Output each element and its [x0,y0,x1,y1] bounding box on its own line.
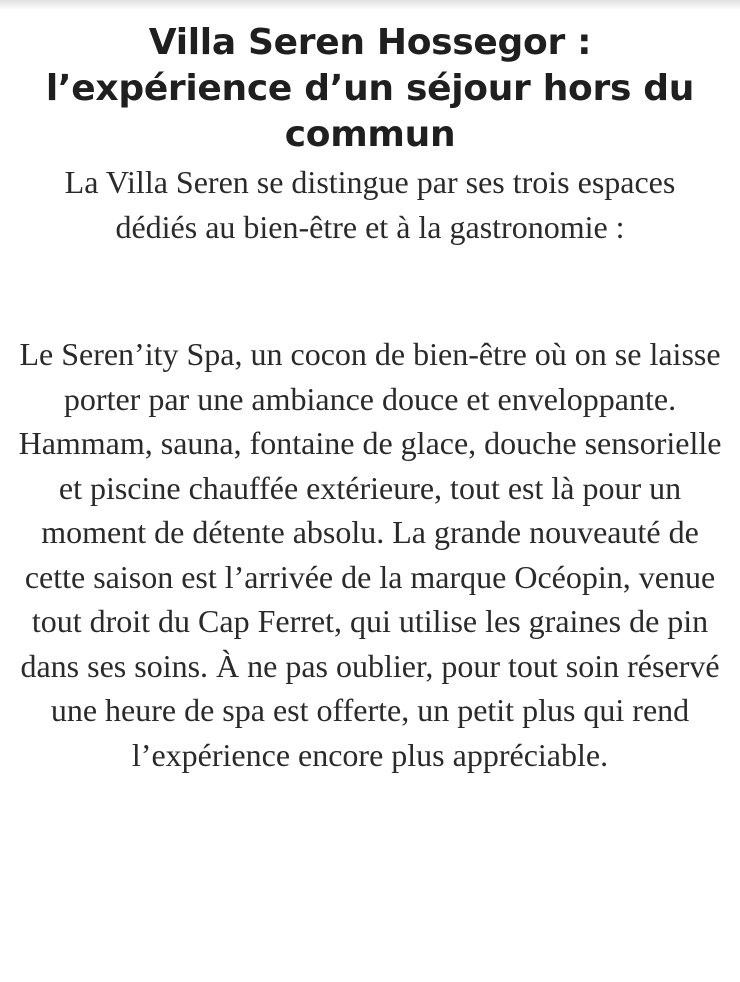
article-intro: La Villa Seren se distingue par ses trois espaces dédiés au bien-être et à la gastronomie : [64,164,676,245]
spa-name: Le Seren’ity Spa [19,336,235,372]
spa-paragraph [12,332,728,777]
spa-description: , un cocon de bien-être où on se laisse porter par une ambiance douce et enveloppante. Hammam, sauna, fontaine de glace, douche sensorielle et piscine chauffée extérieure, tout est là pour un moment de détente absolu. La grande nouveauté de cette saison est l’arrivée de la marque Océopin, venue tout droit du Cap Ferret, qui utilise les graines de pin dans ses soins. À ne pas oublier, pour tout soin réservé une heure de spa est offerte, un petit plus qui rend l’expérience encore plus appréciable. [18,336,722,773]
article [0,20,740,777]
article-title: Villa Seren Hossegor : l’expérience d’un séjour hors du commun [45,22,695,155]
top-shadow [0,0,740,10]
